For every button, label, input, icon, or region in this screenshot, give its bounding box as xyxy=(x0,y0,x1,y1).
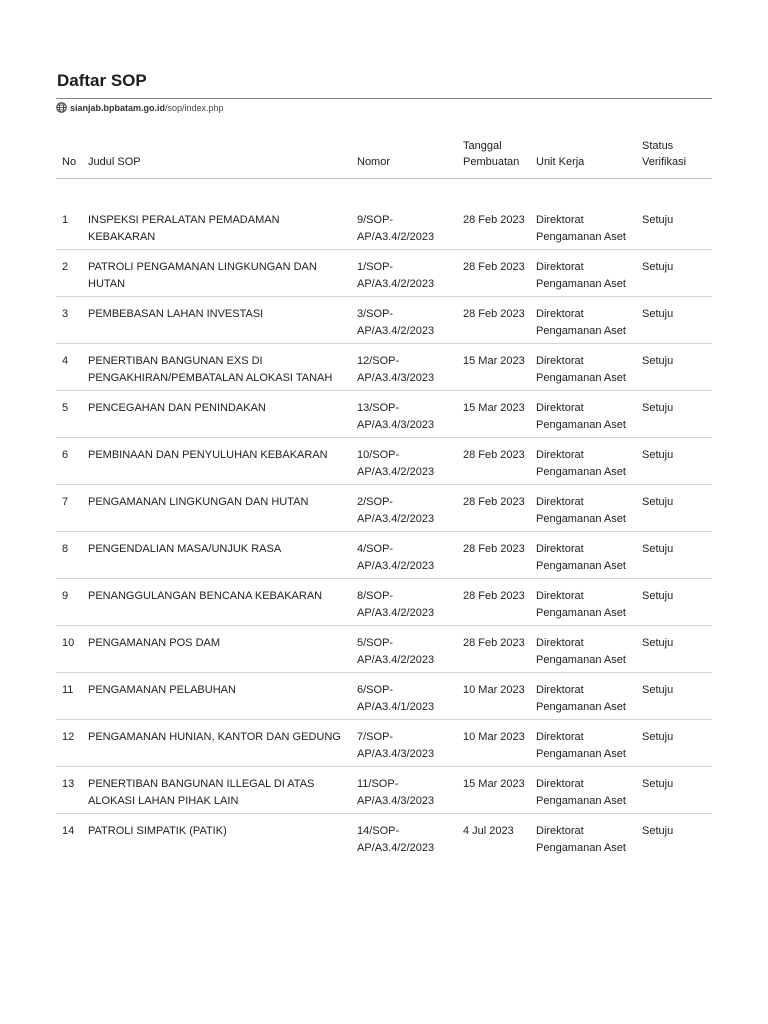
cell-unit: Direktorat Pengamanan Aset xyxy=(530,297,636,344)
cell-nomor: 2/SOP-AP/A3.4/2/2023 xyxy=(351,485,457,532)
cell-no: 13 xyxy=(56,767,82,814)
table-row xyxy=(56,532,712,579)
cell-nomor: 6/SOP-AP/A3.4/1/2023 xyxy=(351,673,457,720)
cell-no: 1 xyxy=(56,203,82,250)
cell-nomor: 7/SOP-AP/A3.4/3/2023 xyxy=(351,720,457,767)
source-domain: sianjab.bpbatam.go.id xyxy=(70,102,166,113)
cell-status: Setuju xyxy=(636,626,712,673)
cell-status: Setuju xyxy=(636,438,712,485)
cell-judul: PENGENDALIAN MASA/UNJUK RASA xyxy=(82,532,351,579)
cell-no: 6 xyxy=(56,438,82,485)
cell-nomor: 11/SOP-AP/A3.4/3/2023 xyxy=(351,767,457,814)
cell-tanggal: 10 Mar 2023 xyxy=(457,720,530,767)
cell-status: Setuju xyxy=(636,203,712,250)
table-row xyxy=(56,203,712,250)
cell-nomor: 8/SOP-AP/A3.4/2/2023 xyxy=(351,579,457,626)
cell-no: 11 xyxy=(56,673,82,720)
cell-unit: Direktorat Pengamanan Aset xyxy=(530,720,636,767)
sop-table xyxy=(56,136,712,860)
cell-tanggal: 28 Feb 2023 xyxy=(457,485,530,532)
cell-nomor: 1/SOP-AP/A3.4/2/2023 xyxy=(351,250,457,297)
cell-judul: PENGAMANAN LINGKUNGAN DAN HUTAN xyxy=(82,485,351,532)
header-status: Status Verifikasi xyxy=(636,136,712,179)
cell-judul: PENANGGULANGAN BENCANA KEBAKARAN xyxy=(82,579,351,626)
cell-nomor: 13/SOP-AP/A3.4/3/2023 xyxy=(351,391,457,438)
cell-judul: PENERTIBAN BANGUNAN ILLEGAL DI ATAS ALOKASI LAHAN PIHAK LAIN xyxy=(82,767,351,814)
table-row xyxy=(56,626,712,673)
table-row xyxy=(56,250,712,297)
cell-status: Setuju xyxy=(636,767,712,814)
table-row xyxy=(56,767,712,814)
cell-status: Setuju xyxy=(636,485,712,532)
table-row xyxy=(56,438,712,485)
cell-status: Setuju xyxy=(642,825,674,837)
cell-no: 14 xyxy=(62,825,75,837)
cell-tanggal: 28 Feb 2023 xyxy=(457,297,530,344)
cell-judul: PEMBEBASAN LAHAN INVESTASI xyxy=(82,297,351,344)
cell-unit: Direktorat Pengamanan Aset xyxy=(530,626,636,673)
cell-no: 3 xyxy=(56,297,82,344)
cell-tanggal: 28 Feb 2023 xyxy=(457,203,530,250)
header-judul: Judul SOP xyxy=(82,136,351,179)
header-tanggal: Tanggal Pembuatan xyxy=(457,136,530,179)
table-row xyxy=(56,344,712,391)
header-unit: Unit Kerja xyxy=(530,136,636,179)
cell-judul: PENGAMANAN PELABUHAN xyxy=(82,673,351,720)
cell-no: 8 xyxy=(56,532,82,579)
table-row xyxy=(56,579,712,626)
cell-status: Setuju xyxy=(636,673,712,720)
table-row xyxy=(56,814,712,861)
cell-nomor: 3/SOP-AP/A3.4/2/2023 xyxy=(351,297,457,344)
cell-unit: Direktorat Pengamanan Aset xyxy=(530,344,636,391)
cell-status: Setuju xyxy=(636,344,712,391)
cell-no: 5 xyxy=(56,391,82,438)
cell-tanggal: 10 Mar 2023 xyxy=(457,673,530,720)
cell-status: Setuju xyxy=(636,720,712,767)
cell-tanggal: 15 Mar 2023 xyxy=(457,344,530,391)
cell-unit: Direktorat Pengamanan Aset xyxy=(530,485,636,532)
table-row xyxy=(56,485,712,532)
cell-no: 10 xyxy=(56,626,82,673)
cell-unit: Direktorat Pengamanan Aset xyxy=(530,250,636,297)
table-row xyxy=(56,720,712,767)
cell-no: 4 xyxy=(56,344,82,391)
cell-status: Setuju xyxy=(636,297,712,344)
cell-tanggal: 15 Mar 2023 xyxy=(457,391,530,438)
cell-nomor: 12/SOP-AP/A3.4/3/2023 xyxy=(351,344,457,391)
header-no: No xyxy=(56,136,82,179)
cell-no: 2 xyxy=(56,250,82,297)
cell-status: Setuju xyxy=(636,579,712,626)
cell-unit: Direktorat Pengamanan Aset xyxy=(530,391,636,438)
cell-no: 9 xyxy=(56,579,82,626)
cell-unit: Direktorat Pengamanan Aset xyxy=(536,825,626,854)
cell-unit: Direktorat Pengamanan Aset xyxy=(530,532,636,579)
table-spacer xyxy=(56,179,712,204)
cell-tanggal: 28 Feb 2023 xyxy=(457,438,530,485)
cell-status: Setuju xyxy=(636,250,712,297)
cell-tanggal: 28 Feb 2023 xyxy=(457,532,530,579)
cell-nomor: 9/SOP-AP/A3.4/2/2023 xyxy=(351,203,457,250)
cell-tanggal: 4 Jul 2023 xyxy=(463,825,514,837)
page-title: Daftar SOP xyxy=(57,71,147,90)
cell-nomor: 10/SOP-AP/A3.4/2/2023 xyxy=(351,438,457,485)
cell-judul: PEMBINAAN DAN PENYULUHAN KEBAKARAN xyxy=(82,438,351,485)
title-divider xyxy=(56,98,712,99)
cell-judul: PENCEGAHAN DAN PENINDAKAN xyxy=(82,391,351,438)
cell-status: Setuju xyxy=(636,532,712,579)
cell-judul: PATROLI SIMPATIK (PATIK) xyxy=(88,825,227,837)
cell-judul: PENERTIBAN BANGUNAN EXS DI PENGAKHIRAN/PEMBATALAN ALOKASI TANAH xyxy=(82,344,351,391)
table-row xyxy=(56,297,712,344)
cell-tanggal: 28 Feb 2023 xyxy=(457,626,530,673)
cell-tanggal: 15 Mar 2023 xyxy=(457,767,530,814)
table-row xyxy=(56,391,712,438)
table-header-row xyxy=(56,136,712,179)
cell-judul: PENGAMANAN POS DAM xyxy=(82,626,351,673)
cell-tanggal: 28 Feb 2023 xyxy=(457,250,530,297)
table-body xyxy=(56,179,712,861)
cell-nomor: 4/SOP-AP/A3.4/2/2023 xyxy=(351,532,457,579)
cell-judul: PATROLI PENGAMANAN LINGKUNGAN DAN HUTAN xyxy=(82,250,351,297)
cell-judul: INSPEKSI PERALATAN PEMADAMAN KEBAKARAN xyxy=(82,203,351,250)
cell-nomor: 14/SOP-AP/A3.4/2/2023 xyxy=(357,825,435,854)
source-path: /sop/index.php xyxy=(165,102,224,113)
cell-unit: Direktorat Pengamanan Aset xyxy=(530,438,636,485)
cell-unit: Direktorat Pengamanan Aset xyxy=(530,579,636,626)
cell-no: 12 xyxy=(56,720,82,767)
globe-icon xyxy=(56,102,67,113)
cell-nomor: 5/SOP-AP/A3.4/2/2023 xyxy=(351,626,457,673)
cell-unit: Direktorat Pengamanan Aset xyxy=(530,767,636,814)
table-row xyxy=(56,673,712,720)
cell-judul: PENGAMANAN HUNIAN, KANTOR DAN GEDUNG xyxy=(82,720,351,767)
cell-tanggal: 28 Feb 2023 xyxy=(457,579,530,626)
source-url[interactable] xyxy=(56,102,224,113)
header-nomor: Nomor xyxy=(351,136,457,179)
cell-unit: Direktorat Pengamanan Aset xyxy=(530,673,636,720)
cell-unit: Direktorat Pengamanan Aset xyxy=(530,203,636,250)
cell-no: 7 xyxy=(56,485,82,532)
cell-status: Setuju xyxy=(636,391,712,438)
